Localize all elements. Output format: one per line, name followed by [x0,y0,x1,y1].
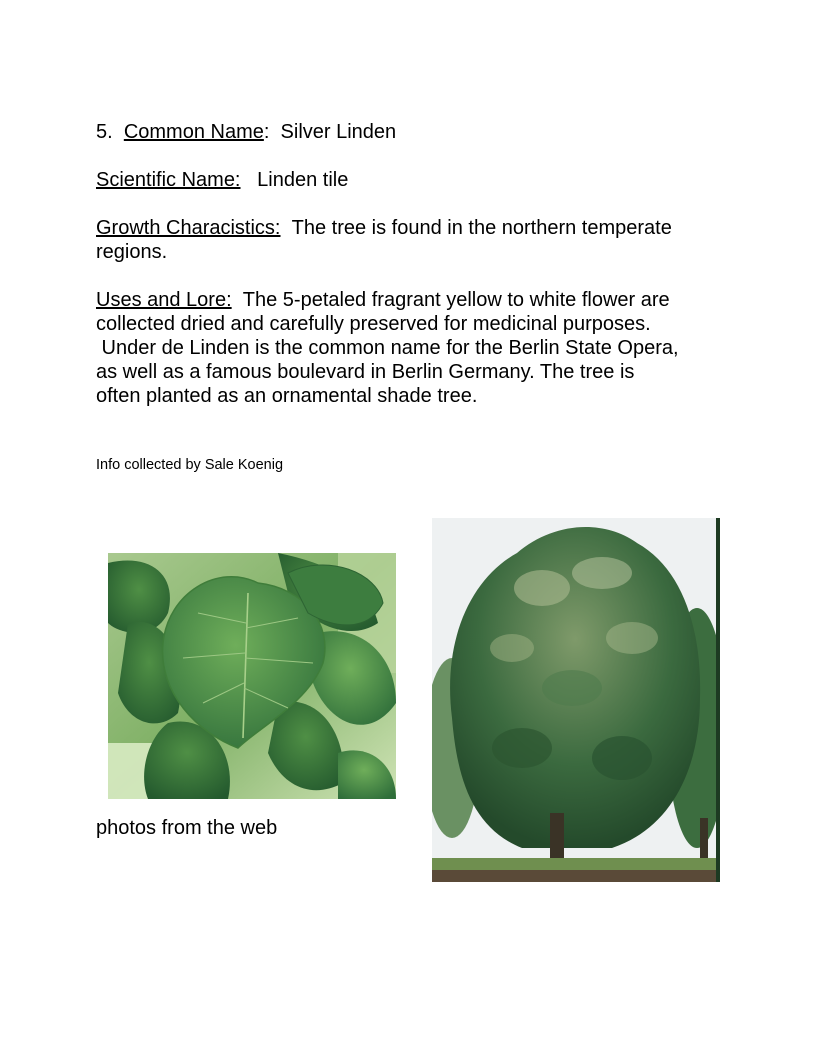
common-name-line: 5. Common Name: Silver Linden [96,121,397,143]
entry-number: 5. [96,121,113,143]
uses-text-2: collected dried and carefully preserved for medicinal purposes. [96,313,651,335]
common-name-label: Common Name [123,121,264,143]
uses-line-1 [96,288,670,312]
common-name-value: Silver Linden [280,121,397,143]
scientific-name-line [96,168,348,192]
uses-label: Uses and Lore: [96,289,232,311]
growth-line-1 [96,216,672,240]
info-credit: Info collected by Sale Koenig [96,457,284,473]
uses-line-2 [96,312,651,336]
uses-text-5: often planted as an ornamental shade tree. [96,385,478,407]
linden-leaves-photo [108,553,396,799]
photos-caption: photos from the web [96,817,278,839]
growth-line-2 [96,240,167,264]
uses-text-1: The 5-petaled fragrant yellow to white flower are [242,289,670,311]
uses-line-5 [96,384,477,408]
growth-text-2: regions. [96,241,168,263]
linden-tree-photo [432,518,720,882]
leaves-illustration [108,553,396,799]
scientific-name-label: Scientific Name: [96,169,241,191]
scientific-name-value: Linden tile [257,169,349,191]
uses-text-4: as well as a famous boulevard in Berlin Germany. The tree is [96,361,635,383]
uses-line-3 [96,336,679,360]
uses-text-3: Under de Linden is the common name for the Berlin State Opera, [96,337,679,359]
growth-text-1: The tree is found in the northern temperate [291,217,672,239]
uses-line-4 [96,360,634,384]
growth-label: Growth Characistics: [96,217,281,239]
tree-illustration [432,518,720,882]
